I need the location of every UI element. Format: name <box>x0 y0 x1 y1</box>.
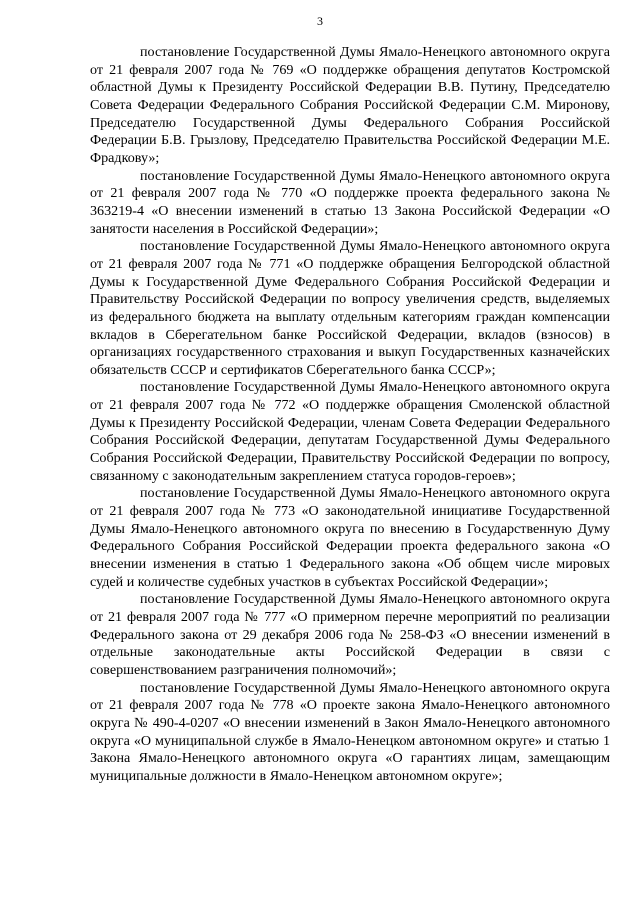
paragraph-resolution-772: постановление Государственной Думы Ямало-Ненецкого автономного округа от 21 февраля 2007 года № 772 «О поддержке обращения Смоленской областной Думы к Президенту Российской Федерации, членам Совета Федерации Федерального Собрания Российской Федерации, депутатам Государственной Думы Федерального Собрания Российской Федерации, Правительству Российской Федерации по вопросу, связанному с законодательным закреплением статуса городов-героев»; <box>90 379 610 484</box>
paragraph-resolution-771: постановление Государственной Думы Ямало-Ненецкого автономного округа от 21 февраля 2007 года № 771 «О поддержке обращения Белгородской областной Думы к Государственной Думе Федерального Собрания Российской Федерации и Правительству Российской Федерации по вопросу увеличения средств, выделяемых из федерального бюджета на выплату отдельным категориям граждан компенсации вкладов в Сберегательном банке Российской Федерации, вкладов (взносов) в организациях государственного страхования и выкуп Государственных казначейских обязательств СССР и сертификатов Сберегательного банка СССР»; <box>90 238 610 378</box>
paragraph-resolution-777: постановление Государственной Думы Ямало-Ненецкого автономного округа от 21 февраля 2007 года № 777 «О примерном перечне мероприятий по реализации Федерального закона от 29 декабря 2006 года № 258-ФЗ «О внесении изменений в отдельные законодательные акты Российской Федерации в связи с совершенствованием разграничения полномочий»; <box>90 591 610 678</box>
paragraph-resolution-770: постановление Государственной Думы Ямало-Ненецкого автономного округа от 21 февраля 2007 года № 770 «О поддержке проекта федерального закона № 363219-4 «О внесении изменений в статью 13 Закона Российской Федерации «О занятости населения в Российской Федерации»; <box>90 167 610 237</box>
paragraph-resolution-769: постановление Государственной Думы Ямало-Ненецкого автономного округа от 21 февраля 2007 года № 769 «О поддержке обращения депутатов Костромской областной Думы к Президенту Российской Федерации В.В. Путину, Председателю Совета Федерации Федерального Собрания Российской Федерации С.М. Миронову, Председателю Государственной Думы Федерального Собрания Российской Федерации Б.В. Грызлову, Председателю Правительства Российской Федерации М.Е. Фрадкову»; <box>90 44 610 166</box>
document-body <box>90 44 610 786</box>
page-number: 3 <box>317 14 323 28</box>
paragraph-resolution-773: постановление Государственной Думы Ямало-Ненецкого автономного округа от 21 февраля 2007 года № 773 «О законодательной инициативе Государственной Думы Ямало-Ненецкого автономного округа по внесению в Государственную Думу Федерального Собрания Российской Федерации проекта федерального закона «О внесении изменения в статью 1 Федерального закона «Об общем числе мировых судей и количестве судебных участков в субъектах Российской Федерации»; <box>90 485 610 590</box>
paragraph-resolution-778: постановление Государственной Думы Ямало-Ненецкого автономного округа от 21 февраля 2007 года № 778 «О проекте закона Ямало-Ненецкого автономного округа № 490-4-0207 «О внесении изменений в Закон Ямало-Ненецкого автономного округа «О муниципальной службе в Ямало-Ненецком автономном округе» и статью 1 Закона Ямало-Ненецкого автономного округа «О гарантиях лицам, замещающим муниципальные должности в Ямало-Ненецком автономном округе»; <box>90 679 610 784</box>
